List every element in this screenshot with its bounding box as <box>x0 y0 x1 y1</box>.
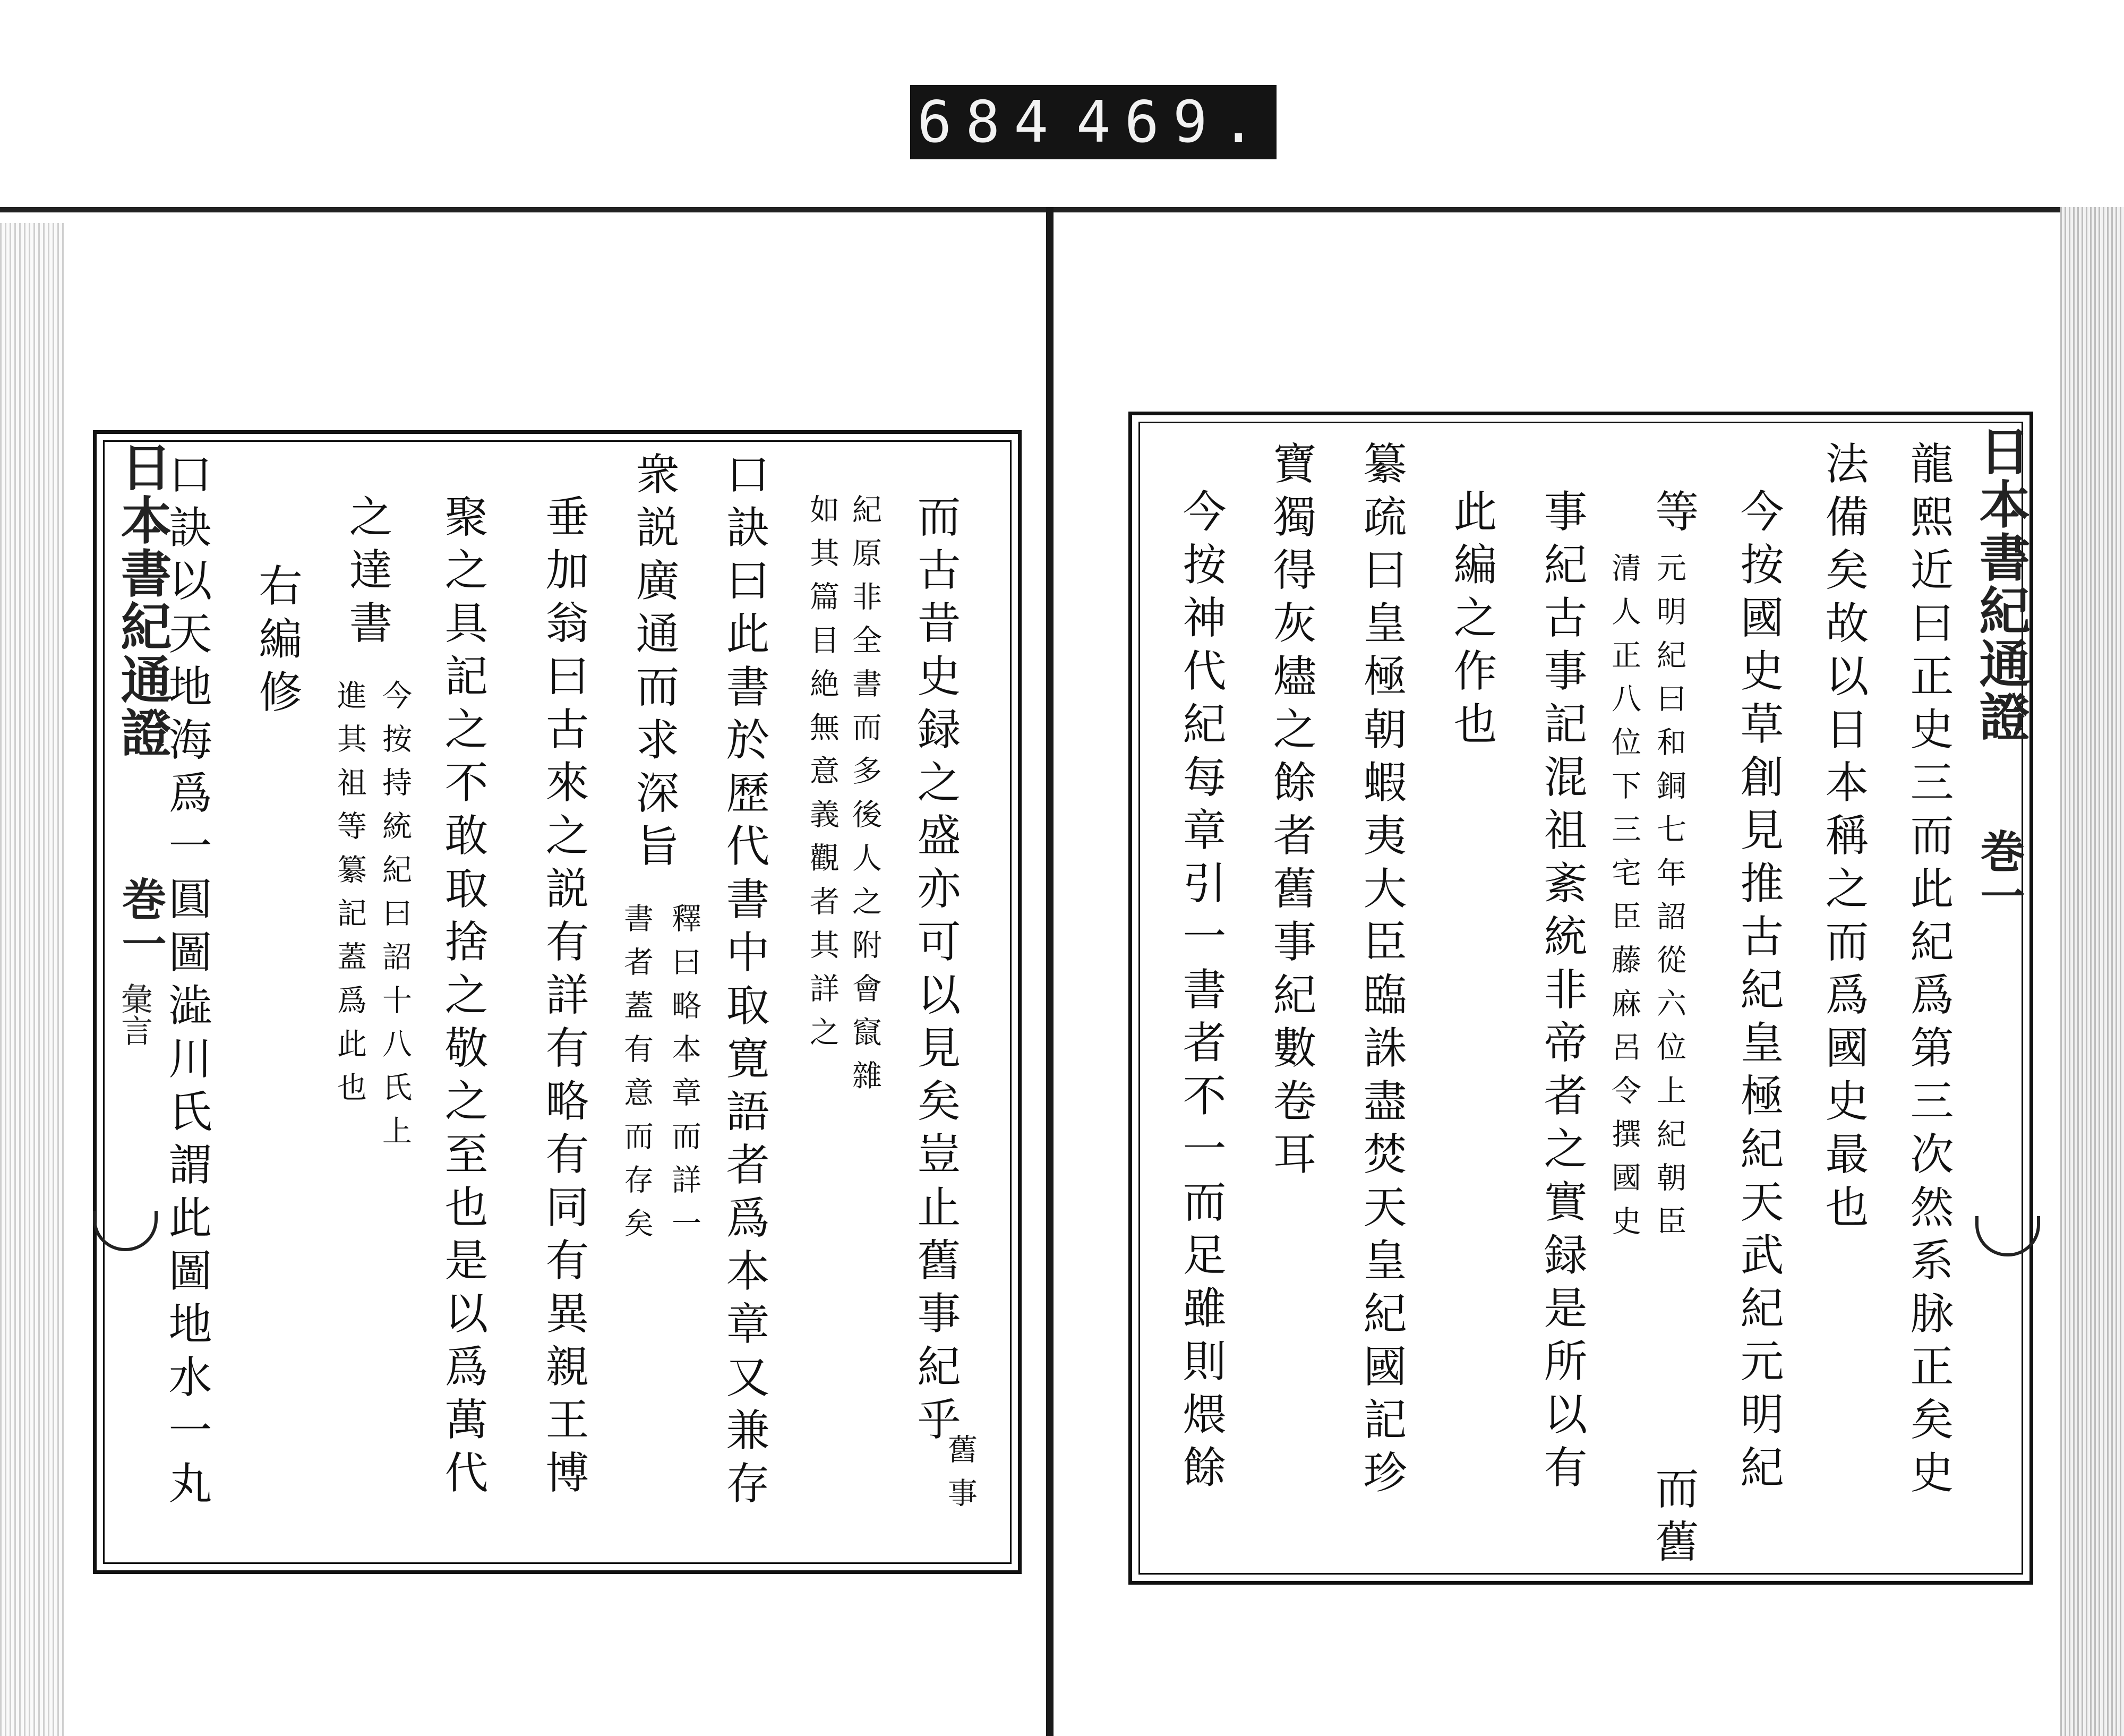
left-margin-title: 日本書紀通證 <box>113 441 173 759</box>
left-col-2-note-a: 紀原非全書而多後人之附會竄雜 <box>847 494 882 1104</box>
right-margin-title: 日本書紀通證 <box>1971 425 2031 743</box>
book-spine <box>1046 207 1054 1736</box>
right-col-4-note-b: 清人正八位下三宅臣藤麻呂令撰國史 <box>1607 552 1641 1249</box>
left-col-3: 口訣曰此書於歷代書中取寛語者爲本章又兼存 <box>719 451 769 1513</box>
right-col-6: 此編之作也 <box>1446 489 1497 754</box>
right-col-2: 法備矣故以日本稱之而爲國史最也 <box>1818 441 1869 1237</box>
right-col-8: 寶獨得灰燼之餘者舊事紀數卷耳 <box>1266 441 1316 1184</box>
left-col-1: 而古昔史録之盛亦可以見矣豈止舊事紀乎 <box>910 494 961 1450</box>
left-col-4-note-a: 釋曰略本章而詳一 <box>667 903 701 1251</box>
right-col-3: 今按國史草創見推古紀皇極紀天武紀元明紀 <box>1733 489 1784 1498</box>
right-col-4-note-a: 元明紀曰和銅七年詔從六位上紀朝臣 <box>1652 552 1686 1249</box>
left-col-7-note-b: 進其祖等纂記蓋爲此也 <box>332 680 367 1115</box>
left-col-4: 衆説廣通而求深旨 <box>629 451 679 876</box>
left-book-edge <box>0 223 64 1736</box>
right-col-9: 今按神代紀每章引一書者不一而足雖則煨餘 <box>1176 489 1226 1498</box>
archive-label <box>910 85 1277 159</box>
left-col-1-note-a: 舊事 <box>943 1434 978 1521</box>
left-col-2-note-b: 如其篇目絶無意義觀者其詳之 <box>805 494 840 1060</box>
left-col-5: 垂加翁曰古來之説有詳有略有同有異親王博 <box>538 494 589 1503</box>
left-col-7-note-a: 今按持統紀曰詔十八氏上 <box>378 680 412 1159</box>
archive-number-right: 469. <box>1076 89 1270 156</box>
right-col-1: 龍熙近曰正史三而此紀爲第三次然系脉正矣史 <box>1903 441 1954 1503</box>
right-col-4-tail: 而舊 <box>1648 1466 1699 1572</box>
left-section-label: 彙言 <box>116 982 153 1046</box>
right-col-7: 纂疏曰皇極朝蝦夷大臣臨誅盡焚天皇紀國記珍 <box>1356 441 1407 1503</box>
right-col-5: 事紀古事記混祖紊統非帝者之實録是所以有 <box>1537 489 1587 1498</box>
right-book-edge <box>2060 207 2124 1736</box>
left-col-8: 右編修 <box>252 563 302 722</box>
right-volume-label: 巻一 <box>1973 828 2026 918</box>
left-col-7: 之達書 <box>342 494 392 653</box>
left-col-4-note-b: 書者蓋有意而存矣 <box>619 903 654 1251</box>
book-top-edge <box>0 207 2124 212</box>
right-col-4: 等 <box>1648 489 1699 542</box>
left-col-6: 聚之具記之不敢取捨之敬之至也是以爲萬代 <box>438 494 488 1503</box>
left-col-9: 口訣以天地海爲一圓圖澁川氏謂此圖地水一丸 <box>161 451 212 1513</box>
left-volume-label: 巻一 <box>115 876 167 965</box>
archive-number-left: 684 <box>917 89 1063 156</box>
